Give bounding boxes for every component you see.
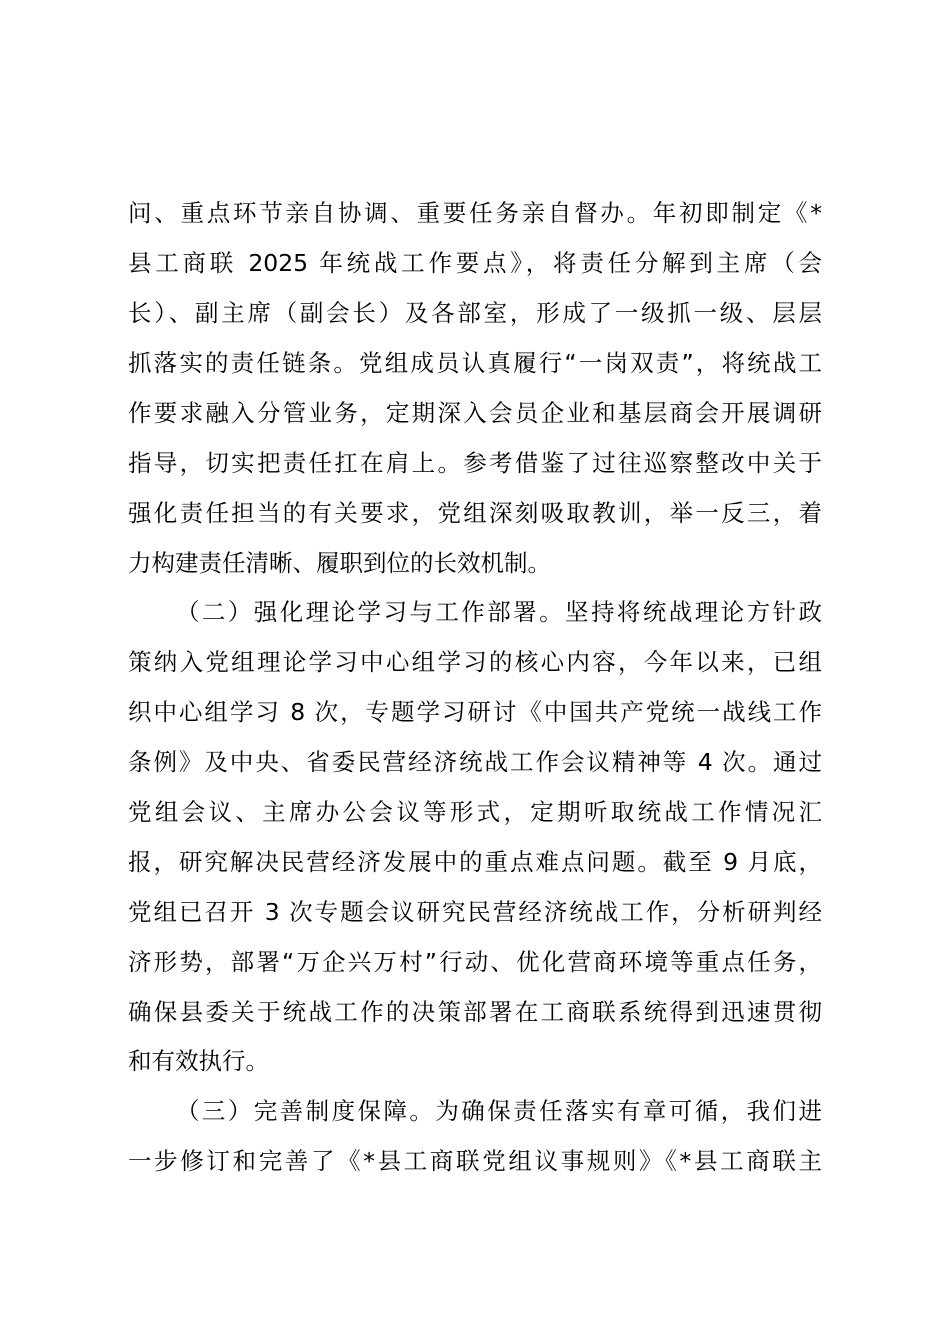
section-heading-line: （二）强化理论学习与工作部署。坚持将统战理论方针政 — [176, 598, 822, 626]
text-line: 条例》及中央、省委民营经济统战工作会议精神等 4 次。通过 — [128, 748, 822, 776]
text-line: 力构建责任清晰、履职到位的长效机制。 — [128, 549, 551, 577]
text-line: 报，研究解决民营经济发展中的重点难点问题。截至 9 月底， — [128, 848, 822, 876]
text-line: 济形势，部署“万企兴万村”行动、优化营商环境等重点任务， — [128, 948, 822, 976]
text-line: 一步修订和完善了《*县工商联党组议事规则》《*县工商联主 — [128, 1147, 822, 1175]
text-line: 党组已召开 3 次专题会议研究民营经济统战工作，分析研判经 — [128, 898, 822, 926]
text-line: 和有效执行。 — [128, 1047, 269, 1075]
text-line: 长）、副主席（副会长）及各部室，形成了一级抓一级、层层 — [128, 299, 822, 327]
text-line: 确保县委关于统战工作的决策部署在工商联系统得到迅速贯彻 — [128, 998, 822, 1026]
text-line: 指导，切实把责任扛在肩上。参考借鉴了过往巡察整改中关于 — [128, 449, 822, 477]
section-heading-line: （三）完善制度保障。为确保责任落实有章可循，我们进 — [176, 1097, 822, 1125]
text-line: 作要求融入分管业务，定期深入会员企业和基层商会开展调研 — [128, 399, 822, 427]
text-line: 织中心组学习 8 次，专题学习研讨《中国共产党统一战线工作 — [128, 698, 822, 726]
text-line: 抓落实的责任链条。党组成员认真履行“一岗双责”，将统战工 — [128, 349, 822, 377]
text-line: 县工商联 2025 年统战工作要点》，将责任分解到主席（会 — [128, 249, 822, 277]
text-line: 问、重点环节亲自协调、重要任务亲自督办。年初即制定《* — [128, 199, 822, 227]
text-line: 策纳入党组理论学习中心组学习的核心内容，今年以来，已组 — [128, 648, 822, 676]
text-line: 党组会议、主席办公会议等形式，定期听取统战工作情况汇 — [128, 798, 822, 826]
text-line: 强化责任担当的有关要求，党组深刻吸取教训，举一反三，着 — [128, 499, 822, 527]
